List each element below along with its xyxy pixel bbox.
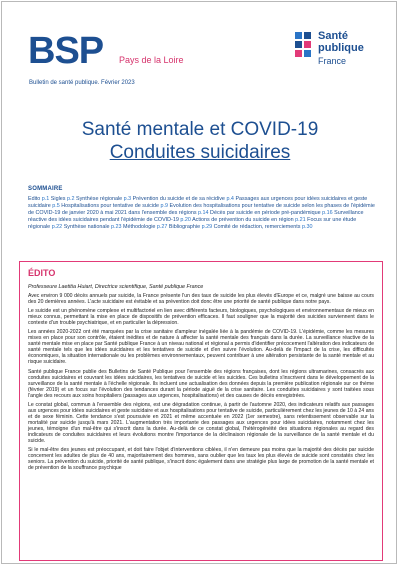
logo-text-line2: publique [318, 42, 364, 54]
document-title: Santé mentale et COVID-19 [81, 119, 319, 140]
edito-paragraph: Santé publique France publie des Bulletins de Santé Publique pour l'ensemble des régions françaises, dont les régions ultramarines, consacrés aux conduites suicidaires et couvrant les idées suicidaires, les tentatives de suicide et les suicides. Ces bulletins s'inscrivent dans le développement de la surveillance de la santé mentale à l'échelle régionale. Ils incluent une actualisation des données depuis la première publication régionale sur ce thème (février 2019) et un focus sur l'évolution des tendances durant la période aiguë de la crise sanitaire. Les conduites suicidaires y sont traitées sous l'angle des recours aux soins hospitaliers (passages aux urgences, hospitalisations) et des causes de décès enregistrées. [28, 368, 374, 399]
toc-item-page: p.20 [180, 216, 191, 223]
toc-item[interactable] [192, 217, 306, 223]
edito-body [28, 293, 374, 474]
toc-item-page: p.27 [156, 223, 168, 230]
document-subtitle: Conduites suicidaires [109, 142, 291, 163]
toc-item-label: Focus sur une étude régionale [28, 216, 357, 230]
toc-item-page: p.16 [322, 209, 333, 216]
toc-item-label: Prévention du suicide et de sa récidive [132, 196, 225, 202]
toc-item-label: Edito [28, 196, 41, 202]
bulletin-date: Bulletin de santé publique. Février 2023 [29, 80, 135, 86]
toc-item-label: Actions de prévention du suicide en région [192, 216, 294, 223]
toc-item-page: p.5 [52, 202, 60, 209]
toc-item[interactable] [28, 196, 49, 202]
logo-text-line1: Santé [318, 30, 348, 42]
edito-paragraph: Avec environ 9 000 décès annuels par suicide, la France présente l'un des taux de suicide les plus élevés d'Europe et ce, malgré une baisse au cours des 20 dernières années. L'acte suicidaire est évitable et sa prévention doit donc être une priorité de santé publique dans notre pays. [28, 293, 374, 306]
sante-publique-france-logo [292, 26, 382, 74]
edito-paragraph: Si le mal-être des jeunes est préoccupant, et doit faire l'objet d'interventions ciblées, il n'en demeure pas moins que la majorité des décès par suicide concernent les adultes de plus de 40 ans, majoritairement des hommes, sans oublier que les taux les plus élevés de suicide sont constatés chez les seniors. La prévention du suicide, priorité de santé publique, s'inscrit donc également dans une stratégie plus large de promotion de la santé mentale et de prévention de la souffrance psychique [28, 447, 374, 472]
toc-item-page: p.2 [66, 196, 75, 202]
edito-author: Professeure Laetitia Huiart, Directrice scientifique, Santé publique France [28, 284, 204, 290]
logo-mark-icon [292, 30, 314, 70]
toc-item-page: p.22 [51, 223, 63, 230]
toc-item-label: Comité de rédaction, remerciements [213, 223, 301, 230]
toc-item-label: Hospitalisations pour tentative de suicide [61, 202, 159, 209]
toc-item-label: Sigles [50, 196, 66, 202]
brand-logo: BSP [28, 30, 104, 72]
edito-paragraph: Les années 2020-2022 ont été marquées par la crise sanitaire d'ampleur inégalée liée à la pandémie de COVID-19. L'épidémie, comme les mesures mises en place pour son contrôle, étaient inédites et de nature à affecter la santé mentale des français dans la durée. La surveillance réactive de la santé mentale mise en place par Santé publique France à un niveau national et régional a permis d'identifier précocement l'altération des indicateurs de santé mentale tels que les idées suicidaires et les tentatives de suicide et d'en suivre l'évolution. Au-delà de l'impact de la crise, les difficultés économiques, la situation internationale ou les problèmes environnementaux, peuvent contribuer à une altération persistante de la santé mentale et au risque suicidaire. [28, 329, 374, 366]
toc-item-page: p.23 [111, 223, 122, 230]
toc-item-page: p.21 [295, 216, 306, 223]
logo-text-line3: France [318, 56, 347, 66]
toc-item[interactable] [123, 224, 167, 230]
toc-item-page: p.4 [226, 196, 234, 202]
table-of-contents [28, 196, 378, 231]
toc-item[interactable] [169, 224, 212, 230]
toc-item-page: p.29 [201, 223, 213, 230]
edito-paragraph: Le suicide est un phénomène complexe et multifactoriel en lien avec différents facteurs, biologiques, psychologiques et environnementaux de mieux en mieux connus, permettant la mise en place de dispositifs de prévention efficaces. Il faut souligner que la majorité des suicides surviennent dans le contexte d'un trouble psychiatrique, et en particulier la dépression. [28, 308, 374, 327]
toc-item-page: p.30 [301, 223, 313, 230]
edito-box [19, 261, 383, 561]
sommaire-heading: SOMMAIRE [28, 186, 63, 192]
toc-item-label: Bibliographie [168, 223, 201, 230]
toc-item[interactable] [64, 224, 122, 230]
edito-heading: ÉDITO [28, 268, 56, 278]
toc-item-label: Passages aux urgences pour idées suicidaires et geste suicidaire [28, 196, 368, 209]
toc-item-page: p.3 [123, 196, 132, 202]
region-name: Pays de la Loire [119, 55, 184, 65]
document-page [1, 1, 397, 564]
toc-item[interactable] [210, 210, 333, 216]
toc-item-label: Méthodologie [123, 223, 156, 230]
toc-item[interactable] [133, 196, 234, 202]
toc-item-page: p.14 [198, 209, 209, 216]
toc-item-page: p.1 [41, 196, 50, 202]
toc-item-page: p.9 [160, 202, 168, 209]
edito-paragraph: Le constat global, commun à l'ensemble des régions, est une dégradation continue, à partir de l'automne 2020, des indicateurs relatifs aux passages aux urgences pour idées suicidaires et geste suicidaire et aux hospitalisations pour tentative de suicide, particulièrement chez les jeunes de 10 à 24 ans et de sexe féminin. Cette tendance s'est poursuivie en 2021 et même accentuée en 2022 (1er semestre), sans retentissement observable sur la mortalité par suicide jusqu'à mars 2021. L'augmentation très importante des passages aux urgences pour idées suicidaires, notamment chez les jeunes, témoigne d'un mal-être qui s'inscrit dans la durée. Au-delà de ce constat global, l'hétérogénéité des situations régionales au regard des indicateurs de conduites suicidaires et leurs évolutions montre l'importance de la déclinaison régionale de la surveillance de la santé mentale et du suicide. [28, 401, 374, 445]
toc-item[interactable] [51, 196, 75, 202]
toc-item[interactable] [61, 203, 168, 209]
toc-item-label: Synthèse régionale [75, 196, 123, 202]
toc-item-label: Surveillance réactive des idées suicidaires pendant l'épidémie de COVID-19 [28, 209, 364, 223]
toc-item-label: Décès par suicide en période pré-pandémique [210, 209, 321, 216]
toc-item[interactable] [76, 196, 131, 202]
toc-item-label: Synthèse nationale [63, 223, 110, 230]
toc-item[interactable] [214, 224, 313, 230]
toc-item-label: Evolution des hospitalisations pour tentative de suicide selon les phases de l'épidémie de COVID-19 de janvier 2020 à mai 2021 dans l'ensemble des régions [28, 202, 375, 216]
